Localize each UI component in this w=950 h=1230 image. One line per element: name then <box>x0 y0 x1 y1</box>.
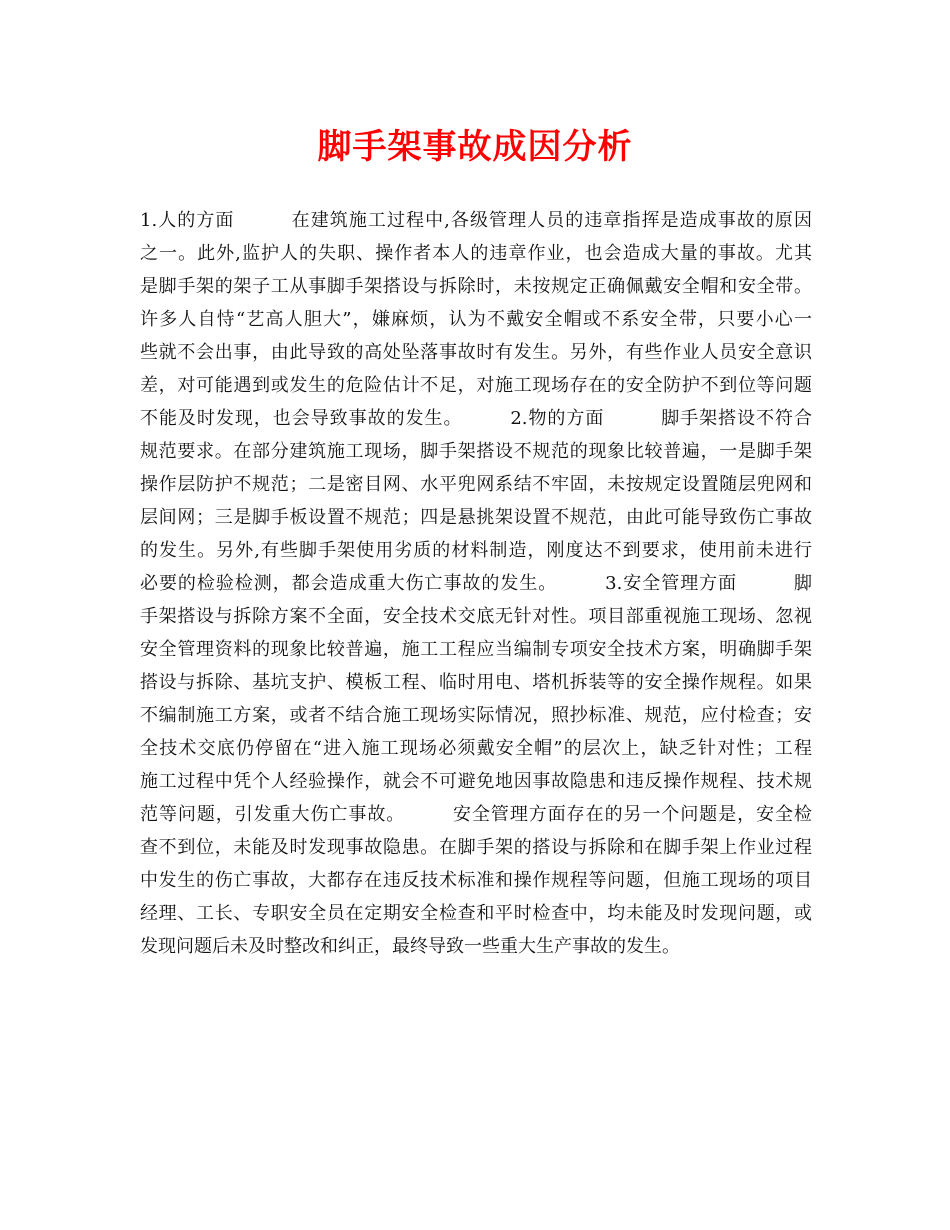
document-body <box>140 204 812 963</box>
body-line: 发现问题后未及时整改和纠正，最终导致一些重大生产事故的发生。 <box>140 936 680 957</box>
body-line: 的发生。另外,有些脚手架使用劣质的材料制造，刚度达不到要求，使用前未进行 <box>140 540 812 561</box>
body-line: 查不到位，未能及时发现事故隐患。在脚手架的搭设与拆除和在脚手架上作业过程 <box>140 837 812 858</box>
body-line: 中发生的伤亡事故，大都存在违反技术标准和操作规程等问题，但施工现场的项目 <box>140 870 812 891</box>
body-line: 层间网；三是脚手板设置不规范；四是悬挑架设置不规范，由此可能导致伤亡事故 <box>140 507 812 528</box>
body-line: 不编制施工方案，或者不结合施工现场实际情况，照抄标准、规范，应付检查；安 <box>140 705 812 726</box>
body-line: 规范要求。在部分建筑施工现场，脚手架搭设不规范的现象比较普遍，一是脚手架 <box>140 441 812 462</box>
document-title: 脚手架事故成因分析 <box>317 127 633 167</box>
body-line: 搭设与拆除、基坑支护、模板工程、临时用电、塔机拆装等的安全操作规程。如果 <box>140 672 812 693</box>
body-line: 是脚手架的架子工从事脚手架搭设与拆除时，未按规定正确佩戴安全帽和安全带。 <box>140 276 812 297</box>
body-line: 范等问题，引发重大伤亡事故。 安全管理方面存在的另一个问题是，安全检 <box>140 804 812 825</box>
body-line: 必要的检验检测，都会造成重大伤亡事故的发生。 3.安全管理方面 脚 <box>140 573 812 594</box>
body-line: 手架搭设与拆除方案不全面，安全技术交底无针对性。项目部重视施工现场、忽视 <box>140 606 812 627</box>
body-line: 经理、工长、专职安全员在定期安全检查和平时检查中，均未能及时发现问题，或 <box>140 903 812 924</box>
body-line: 施工过程中凭个人经验操作，就会不可避免地因事故隐患和违反操作规程、技术规 <box>140 771 812 792</box>
body-line: 全技术交底仍停留在“进入施工现场必须戴安全帽”的层次上，缺乏针对性；工程 <box>140 738 812 759</box>
body-line: 安全管理资料的现象比较普遍，施工工程应当编制专项安全技术方案，明确脚手架 <box>140 639 812 660</box>
body-line: 不能及时发现，也会导致事故的发生。 2.物的方面 脚手架搭设不符合 <box>140 408 812 429</box>
body-line: 之一。此外,监护人的失职、操作者本人的违章作业，也会造成大量的事故。尤其 <box>140 243 812 264</box>
body-line: 1.人的方面 在建筑施工过程中,各级管理人员的违章指挥是造成事故的原因 <box>140 210 812 231</box>
body-line: 些就不会出事，由此导致的高处坠落事故时有发生。另外，有些作业人员安全意识 <box>140 342 812 363</box>
body-line: 操作层防护不规范；二是密目网、水平兜网系结不牢固，未按规定设置随层兜网和 <box>140 474 812 495</box>
body-line: 差，对可能遇到或发生的危险估计不足，对施工现场存在的安全防护不到位等问题 <box>140 375 812 396</box>
body-line: 许多人自恃“艺高人胆大”，嫌麻烦，认为不戴安全帽或不系安全带，只要小心一 <box>140 309 812 330</box>
